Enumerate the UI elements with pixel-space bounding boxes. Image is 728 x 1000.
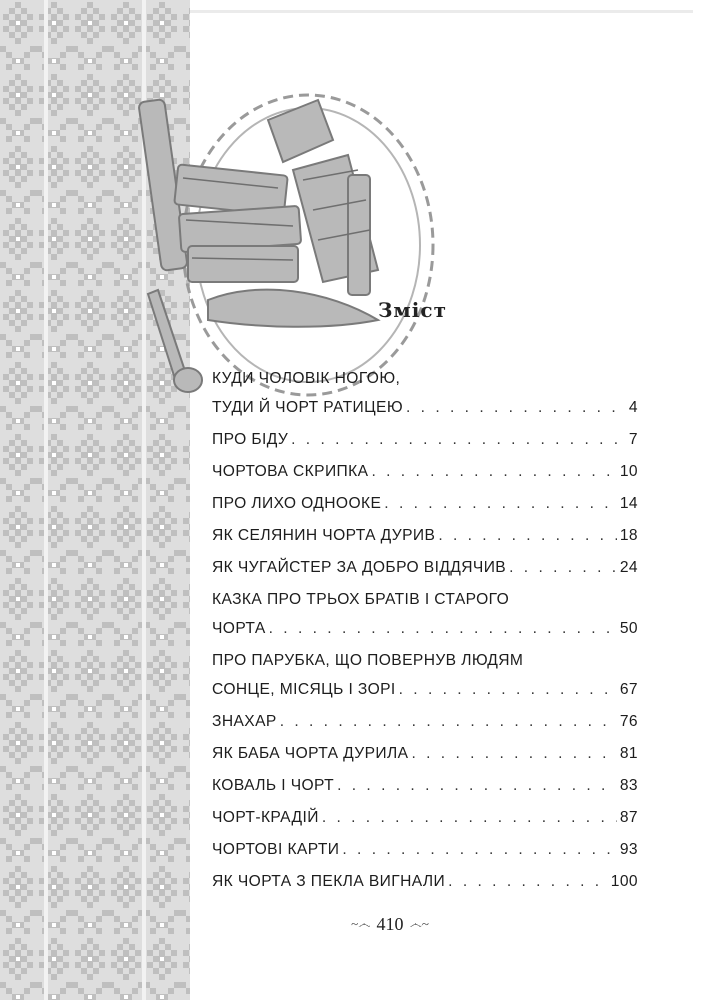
toc-page-number: 76: [619, 713, 638, 730]
toc-entry-title: ЯК БАБА ЧОРТА ДУРИЛА: [212, 745, 409, 762]
toc-entry-line[interactable]: [212, 359, 638, 388]
toc-entry-title: ЧОРТ-КРАДІЙ: [212, 809, 319, 826]
toc-entry-title: КОВАЛЬ І ЧОРТ: [212, 777, 335, 794]
toc-entry-title: ЯК СЕЛЯНИН ЧОРТА ДУРИВ: [212, 527, 436, 544]
toc-page-number: 83: [619, 777, 638, 794]
leader-dots: [371, 463, 616, 481]
toc-entry-title: ПРО ПАРУБКА, ЩО ПОВЕРНУВ ЛЮДЯМ: [212, 652, 524, 669]
toc-entry[interactable]: [212, 766, 638, 795]
leader-dots: [322, 809, 617, 827]
leader-dots: [280, 713, 617, 731]
toc-entry-title: ЯК ЧУГАЙСТЕР ЗА ДОБРО ВІДДЯЧИВ: [212, 559, 507, 576]
leader-dots: [291, 431, 626, 449]
toc-page-number: 7: [628, 431, 638, 448]
toc-entry-title: ПРО ЛИХО ОДНООКЕ: [212, 495, 382, 512]
toc-entry-title: КУДИ ЧОЛОВІК НОГОЮ,: [212, 370, 401, 387]
toc-entry[interactable]: [212, 452, 638, 481]
table-of-contents: [212, 359, 638, 894]
leader-dots: [411, 745, 616, 763]
toc-entry[interactable]: [212, 484, 638, 513]
leader-dots: [384, 495, 617, 513]
toc-entry-title: ЧОРТОВА СКРИПКА: [212, 463, 369, 480]
toc-entry[interactable]: [212, 388, 638, 417]
leader-dots: [337, 777, 617, 795]
leader-dots: [269, 620, 617, 638]
leader-dots: [342, 841, 616, 859]
toc-page-number: 81: [619, 745, 638, 762]
right-swirl-icon: ෴~: [409, 916, 429, 931]
toc-page-number: 18: [619, 527, 638, 544]
toc-entry-title: ЧОРТА: [212, 620, 266, 637]
toc-entry-title: КАЗКА ПРО ТРЬОХ БРАТІВ І СТАРОГО: [212, 591, 510, 608]
toc-entry-title: ТУДИ Й ЧОРТ РАТИЦЕЮ: [212, 399, 404, 416]
leader-dots: [406, 399, 626, 417]
leader-dots: [399, 681, 617, 699]
toc-entry-title: ЯК ЧОРТА З ПЕКЛА ВИГНАЛИ: [212, 873, 446, 890]
toc-entry-line[interactable]: [212, 641, 638, 670]
toc-entry[interactable]: [212, 420, 638, 449]
toc-page-number: 14: [619, 495, 638, 512]
toc-entry[interactable]: [212, 702, 638, 731]
toc-entry[interactable]: [212, 516, 638, 545]
toc-entry-line[interactable]: [212, 580, 638, 609]
contents-heading: Зміст: [378, 298, 447, 322]
page-number: 410: [376, 913, 404, 934]
toc-page-number: 50: [619, 620, 638, 637]
toc-entry[interactable]: [212, 670, 638, 699]
toc-page-number: 67: [619, 681, 638, 698]
toc-page-number: 10: [619, 463, 638, 480]
toc-entry-title: ЧОРТОВІ КАРТИ: [212, 841, 340, 858]
toc-entry[interactable]: [212, 548, 638, 577]
left-swirl-icon: ~෴: [351, 916, 371, 931]
toc-entry-title: ЗНАХАР: [212, 713, 277, 730]
page-number-footer: [340, 911, 440, 937]
toc-page-number: 24: [619, 559, 638, 576]
toc-entry-title: СОНЦЕ, МІСЯЦЬ І ЗОРІ: [212, 681, 396, 698]
top-rule: [188, 10, 693, 13]
leader-dots: [448, 873, 608, 891]
toc-page-number: 93: [619, 841, 638, 858]
toc-entry[interactable]: [212, 734, 638, 763]
leader-dots: [509, 559, 617, 577]
toc-page-number: 100: [610, 873, 638, 890]
toc-entry[interactable]: [212, 798, 638, 827]
leader-dots: [438, 527, 617, 545]
toc-entry[interactable]: [212, 830, 638, 859]
toc-page-number: 4: [628, 399, 638, 416]
toc-page-number: 87: [619, 809, 638, 826]
toc-entry-title: ПРО БІДУ: [212, 431, 289, 448]
toc-entry[interactable]: [212, 862, 638, 891]
toc-entry[interactable]: [212, 609, 638, 638]
